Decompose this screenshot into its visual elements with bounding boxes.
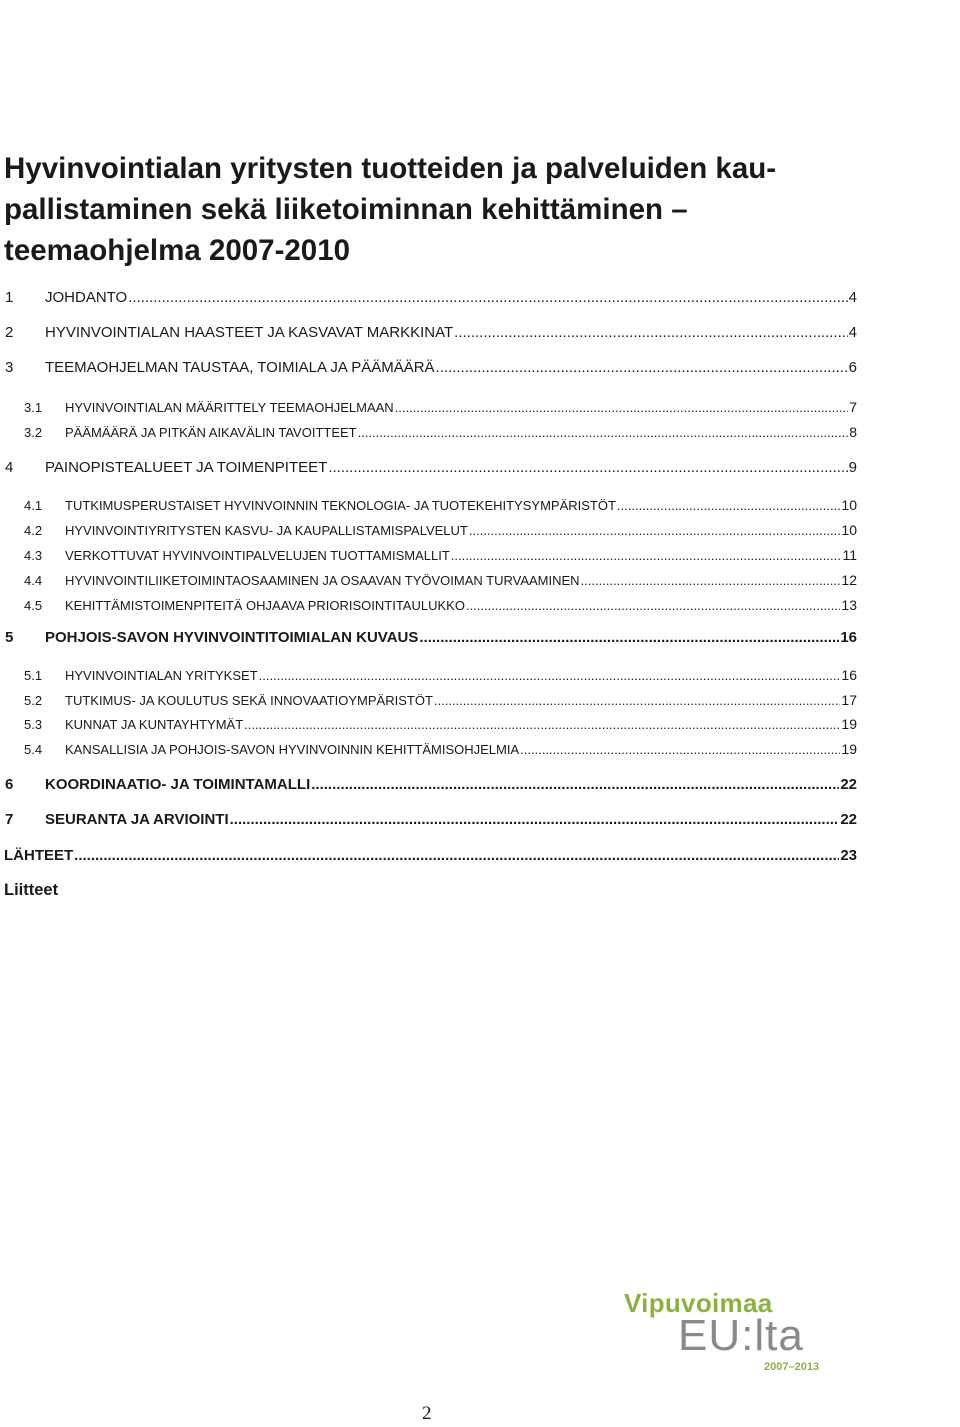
toc-label: HYVINVOINTIALAN YRITYKSET — [65, 668, 258, 683]
toc-leader — [419, 629, 839, 646]
toc-entry-1[interactable] — [5, 289, 857, 306]
toc-leader — [74, 847, 839, 864]
toc-entry-4-5[interactable] — [24, 597, 857, 613]
toc-page: 19 — [841, 716, 857, 732]
toc-entry-5-4[interactable] — [24, 741, 857, 757]
toc-leader — [328, 459, 847, 476]
toc-entry-2[interactable] — [5, 324, 857, 341]
toc-entry-3[interactable] — [5, 359, 857, 376]
toc-page: 12 — [841, 572, 857, 588]
toc-label: KANSALLISIA JA POHJOIS-SAVON HYVINVOINNIN KEHITTÄMISOHJELMIA — [65, 742, 520, 757]
toc-page: 4 — [848, 289, 857, 306]
toc-leader — [466, 598, 840, 613]
toc-number: 5.4 — [24, 742, 43, 757]
toc-label: HYVINVOINTIYRITYSTEN KASVU- JA KAUPALLISTAMISPALVELUT — [65, 523, 468, 538]
toc-page: 13 — [841, 597, 857, 613]
toc-entry-5-1[interactable] — [24, 667, 857, 683]
toc-entry-3-1[interactable] — [24, 399, 857, 415]
toc-number: 4 — [5, 459, 14, 476]
toc-page: 22 — [840, 776, 857, 793]
toc-entry-5[interactable] — [5, 629, 857, 646]
toc-number: 5.2 — [24, 693, 43, 708]
toc-leader — [311, 776, 839, 793]
toc-page: 16 — [840, 629, 857, 646]
toc-number: 3 — [5, 359, 14, 376]
vipuvoimaa-eu-logo — [624, 1288, 834, 1378]
toc-leader — [617, 498, 841, 513]
toc-leader — [436, 359, 848, 376]
toc-number: 2 — [5, 324, 14, 341]
toc-page: 4 — [848, 324, 857, 341]
toc-page: 6 — [848, 359, 857, 376]
toc-number: 6 — [5, 776, 14, 793]
toc-label: KOORDINAATIO- JA TOIMINTAMALLI — [45, 776, 311, 793]
toc-entry-4-3[interactable] — [24, 547, 857, 563]
toc-page: 19 — [841, 741, 857, 757]
title-line-1: Hyvinvointialan yritysten tuotteiden ja palveluiden kau- — [4, 152, 777, 185]
toc-page: 17 — [841, 692, 857, 708]
toc-entry-5-3[interactable] — [24, 716, 857, 732]
toc-number: 7 — [5, 811, 14, 828]
toc-leader — [358, 425, 849, 440]
title-line-3: teemaohjelma 2007-2010 — [4, 234, 351, 267]
toc-leader — [451, 548, 842, 563]
toc-page: 23 — [840, 847, 857, 864]
toc-leader — [395, 400, 849, 415]
toc-entry-3-2[interactable] — [24, 424, 857, 440]
toc-leader — [244, 717, 840, 732]
toc-leader — [520, 742, 840, 757]
toc-label: PÄÄMÄÄRÄ JA PITKÄN AIKAVÄLIN TAVOITTEET — [65, 425, 357, 440]
toc-entry-lahteet[interactable] — [4, 847, 857, 864]
page-number: 2 — [422, 1403, 432, 1424]
toc-leader — [469, 523, 841, 538]
toc-number: 5.1 — [24, 668, 43, 683]
toc-leader — [454, 324, 847, 341]
toc-label: SEURANTA JA ARVIOINTI — [45, 811, 229, 828]
toc-label: HYVINVOINTIALAN HAASTEET JA KASVAVAT MARKKINAT — [45, 324, 454, 341]
toc-page: 10 — [841, 522, 857, 538]
document-title — [4, 148, 904, 271]
toc-page: 16 — [841, 667, 857, 683]
toc-number: 3.2 — [24, 425, 43, 440]
toc-label: POHJOIS-SAVON HYVINVOINTITOIMIALAN KUVAUS — [45, 629, 419, 646]
toc-number: 4.1 — [24, 498, 43, 513]
toc-leader — [230, 811, 840, 828]
toc-label: HYVINVOINTIALAN MÄÄRITTELY TEEMAOHJELMAAN — [65, 400, 394, 415]
toc-label: VERKOTTUVAT HYVINVOINTIPALVELUJEN TUOTTAMISMALLIT — [65, 548, 450, 563]
toc-entry-4-4[interactable] — [24, 572, 857, 588]
toc-label: JOHDANTO — [45, 289, 128, 306]
toc-page: 8 — [849, 424, 857, 440]
toc-entry-5-2[interactable] — [24, 692, 857, 708]
toc-label: HYVINVOINTILIIKETOIMINTAOSAAMINEN JA OSAAVAN TYÖVOIMAN TURVAAMINEN — [65, 573, 580, 588]
toc-label: KUNNAT JA KUNTAYHTYMÄT — [65, 717, 244, 732]
toc-entry-4-2[interactable] — [24, 522, 857, 538]
toc-entry-6[interactable] — [5, 776, 857, 793]
toc-number: 5.3 — [24, 717, 43, 732]
logo-text-vipuvoimaa: Vipuvoimaa — [624, 1288, 773, 1318]
toc-leader — [128, 289, 847, 306]
liitteet-heading: Liitteet — [4, 881, 59, 899]
toc-page: 9 — [848, 459, 857, 476]
logo-text-eulta: EU:lta — [678, 1311, 804, 1360]
toc-number: 4.4 — [24, 573, 43, 588]
toc-page: 22 — [840, 811, 857, 828]
toc-label: LÄHTEET — [4, 847, 74, 864]
toc-label: PAINOPISTEALUEET JA TOIMENPITEET — [45, 459, 328, 476]
toc-leader — [434, 693, 841, 708]
toc-entry-4[interactable] — [5, 459, 857, 476]
toc-label: TEEMAOHJELMAN TAUSTAA, TOIMIALA JA PÄÄMÄÄRÄ — [45, 359, 435, 376]
toc-number: 4.3 — [24, 548, 43, 563]
toc-leader — [581, 573, 841, 588]
toc-number: 4.5 — [24, 598, 43, 613]
toc-page: 11 — [842, 547, 857, 563]
toc-number: 5 — [5, 629, 14, 646]
toc-page: 10 — [841, 497, 857, 513]
toc-page: 7 — [849, 399, 857, 415]
toc-entry-4-1[interactable] — [24, 497, 857, 513]
title-line-2: pallistaminen sekä liiketoiminnan kehittäminen – — [4, 193, 688, 226]
logo-text-years: 2007–2013 — [764, 1361, 820, 1373]
toc-number: 4.2 — [24, 523, 43, 538]
toc-entry-7[interactable] — [5, 811, 857, 828]
toc-number: 1 — [5, 289, 14, 306]
toc-label: TUTKIMUSPERUSTAISET HYVINVOINNIN TEKNOLOGIA- JA TUOTEKEHITYSYMPÄRISTÖT — [65, 498, 616, 513]
toc-leader — [259, 668, 841, 683]
toc-label: TUTKIMUS- JA KOULUTUS SEKÄ INNOVAATIOYMPÄRISTÖT — [65, 693, 433, 708]
toc-label: KEHITTÄMISTOIMENPITEITÄ OHJAAVA PRIORISOINTITAULUKKO — [65, 598, 465, 613]
toc-number: 3.1 — [24, 400, 43, 415]
